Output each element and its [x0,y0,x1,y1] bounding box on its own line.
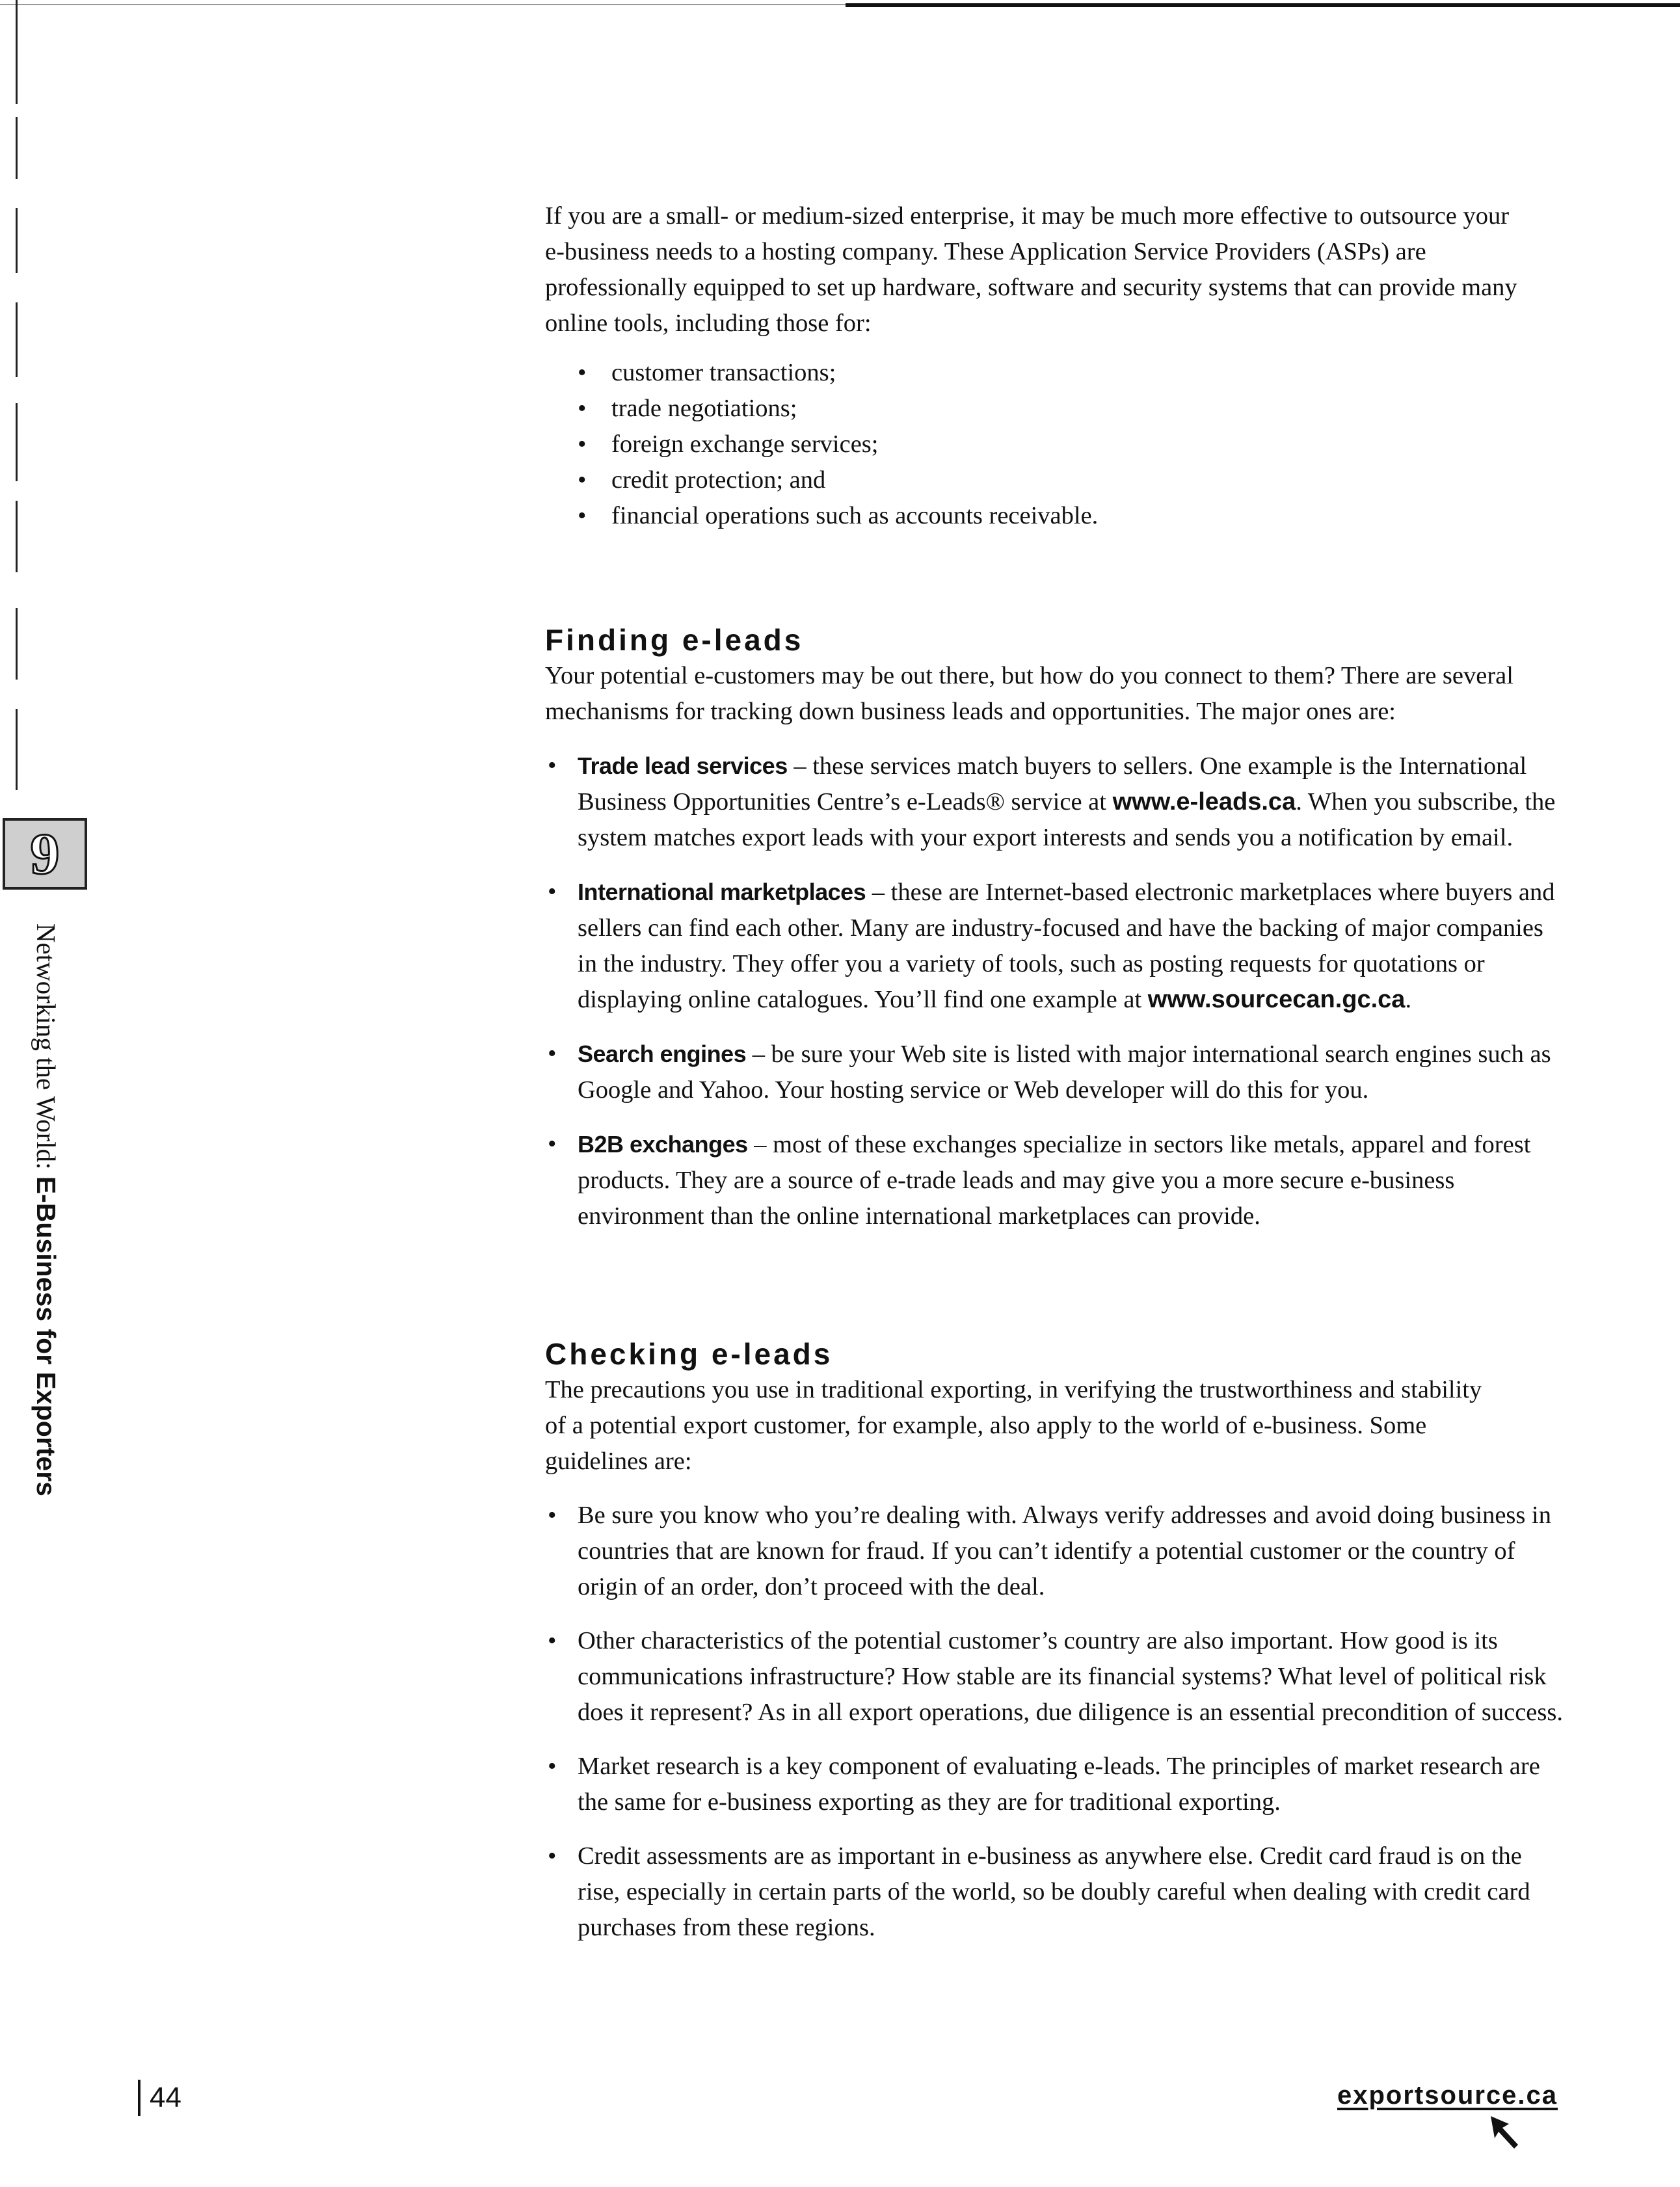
list-item: • Other characteristics of the potential customer’s country are also important. How good is its communications infrastructure? How stable are its financial systems? What level of political risk does it represent? As in all export operations, due diligence is an essential precondition of success. [545,1623,1566,1730]
list-text: – these are Internet-based electronic marketplaces where buyers and sellers can find each other. Many are industry-focused and have the backing of major companies in the industry. They offer you a variety of tools, such as posting requests for quotations or displaying online catalogues. You’ll find one example at [578,879,1555,1013]
list-item: • credit protection; and [545,462,1566,498]
list-item [545,1036,1566,1108]
margin-rule [16,208,18,273]
section-heading-checking: Checking e-leads [545,1337,833,1371]
link-url[interactable]: www.sourcecan.gc.ca [1147,986,1406,1013]
running-title-plain: Networking the World: [31,923,61,1176]
section-heading-finding: Finding e-leads [545,623,804,657]
list-text: – most of these exchanges specialize in sectors like metals, apparel and forest products. They are a source of e-trade leads and may give you a more secure e-business environment than the online international marketplaces can provide. [578,1131,1531,1230]
list-item [545,1126,1566,1234]
margin-rule [16,501,18,572]
list-item [545,748,1566,856]
margin-rule [16,117,18,179]
running-title-bold: E-Business for Exporters [31,1176,61,1496]
list-item: • Market research is a key component of evaluating e-leads. The principles of market research are the same for e-business exporting as they are for traditional exporting. [545,1749,1566,1820]
main-content [545,198,1566,1946]
margin-rule [16,709,18,790]
footer-website-link[interactable]: exportsource.ca [1337,2081,1558,2110]
list-term: Trade lead services [578,752,788,779]
list-item [545,874,1566,1018]
list-text: – be sure your Web site is listed with major international search engines such as Google and Yahoo. Your hosting service or Web developer will do this for you. [578,1040,1551,1104]
finding-paragraph: Your potential e-customers may be out there, but how do you connect to them? There are several mechanisms for tracking down business leads and opportunities. The major ones are: [545,662,1513,725]
intro-paragraph: If you are a small- or medium-sized enterprise, it may be much more effective to outsource your e-business needs to a hosting company. These Application Service Providers (ASPs) are professionally equipped to set up hardware, software and security systems that can provide many online tools, including those for: [545,202,1517,337]
running-title [31,923,62,1496]
checking-paragraph: The precautions you use in traditional exporting, in verifying the trustworthiness and stability of a potential export customer, for example, also apply to the world of e-business. Some guidelines are: [545,1376,1482,1475]
list-item: • Be sure you know who you’re dealing with. Always verify addresses and avoid doing business in countries that are known for fraud. If you can’t identify a potential customer or the country of origin of an order, don’t proceed with the deal. [545,1498,1566,1605]
list-item: • financial operations such as accounts receivable. [545,498,1566,534]
margin-rule [16,302,18,377]
list-item: • trade negotiations; [545,391,1566,427]
margin-rule [16,0,18,104]
margin-rule [16,403,18,481]
checking-list [545,1498,1566,1946]
list-term: B2B exchanges [578,1131,748,1158]
list-item: • Credit assessments are as important in e-business as anywhere else. Credit card fraud is on the rise, especially in certain parts of the world, so be doubly careful when dealing with credit card purchases from these regions. [545,1838,1566,1946]
finding-list [545,748,1566,1234]
intro-bullet-list [545,355,1566,534]
list-text: . When you subscribe, the system matches export leads with your export interests and sends you a notification by email. [578,788,1556,851]
link-url[interactable]: www.e-leads.ca [1112,788,1296,815]
margin-rule [16,608,18,680]
chapter-badge: 9 [3,818,87,890]
list-term: International marketplaces [578,879,866,905]
page-number: 44 [138,2080,181,2116]
arrow-pointer-icon [1489,2115,1528,2154]
list-text: – these services match buyers to sellers. One example is the International Business Opportunities Centre’s e-Leads® service at [578,752,1527,815]
list-item: • foreign exchange services; [545,427,1566,462]
top-rule-thick [846,3,1680,7]
list-term: Search engines [578,1040,747,1067]
list-item: • customer transactions; [545,355,1566,391]
top-rule-thin [0,4,846,5]
list-text: . [1405,986,1412,1013]
